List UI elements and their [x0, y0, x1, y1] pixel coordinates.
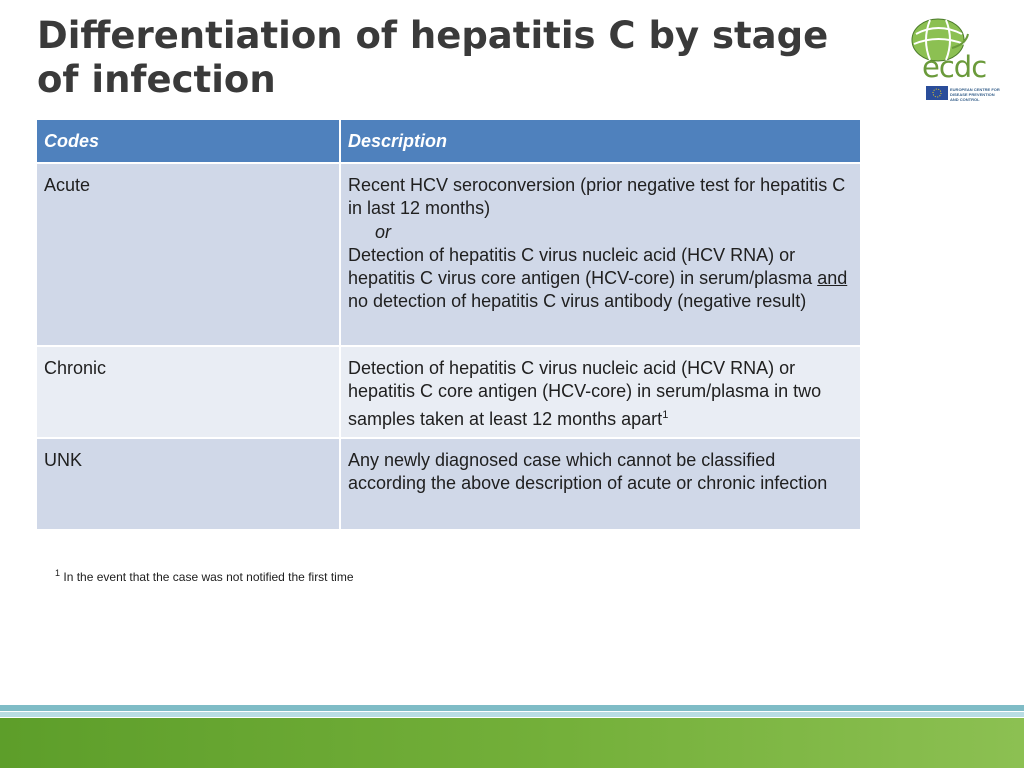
description-text: Detection of hepatitis C virus nucleic acid (HCV RNA) or hepatitis C virus core antigen (HCV-core) in serum/plasma	[348, 244, 813, 289]
description-text: no detection of hepatitis C virus antibody (negative result)	[348, 291, 807, 312]
table-header-row	[36, 120, 861, 163]
footer-band-green	[0, 718, 1024, 768]
cell-description	[340, 346, 861, 438]
logo-subtitle	[950, 87, 1004, 102]
header-codes: Codes	[36, 120, 340, 163]
cell-description: Any newly diagnosed case which cannot be classified according the above description of acute or chronic infection	[340, 438, 861, 530]
table-row-chronic	[36, 346, 861, 438]
cell-code: UNK	[36, 438, 340, 530]
eu-flag-icon	[926, 86, 948, 100]
table-row-acute	[36, 163, 861, 346]
footnote-text: In the event that the case was not notified the first time	[63, 570, 354, 584]
logo-subtitle-line: AND CONTROL	[950, 97, 980, 102]
ecdc-logo	[904, 14, 1004, 102]
logo-subtitle-line: DISEASE PREVENTION	[950, 92, 995, 97]
or-connector: or	[375, 221, 392, 242]
footnote	[55, 568, 354, 584]
header-description: Description	[340, 120, 861, 163]
cell-description	[340, 163, 861, 346]
logo-subtitle-line: EUROPEAN CENTRE FOR	[950, 87, 1000, 92]
slide-title: Differentiation of hepatitis C by stage of infection	[37, 14, 829, 101]
footnote-marker: 1	[662, 408, 669, 421]
logo-wordmark: ecdc	[922, 50, 987, 84]
footer-band-mid	[0, 712, 1024, 717]
footnote-marker: 1	[55, 568, 61, 578]
and-connector: and	[817, 268, 848, 289]
cell-code: Chronic	[36, 346, 340, 438]
cell-code: Acute	[36, 163, 340, 346]
stage-table	[35, 120, 862, 531]
description-text: Recent HCV seroconversion (prior negative test for hepatitis C in last 12 months)	[348, 175, 846, 219]
description-text: Detection of hepatitis C virus nucleic acid (HCV RNA) or hepatitis C core antigen (HCV-core) in serum/plasma in two samples taken at least 12 months apart	[348, 358, 822, 429]
table-row-unk	[36, 438, 861, 530]
footer-band-top	[0, 705, 1024, 711]
